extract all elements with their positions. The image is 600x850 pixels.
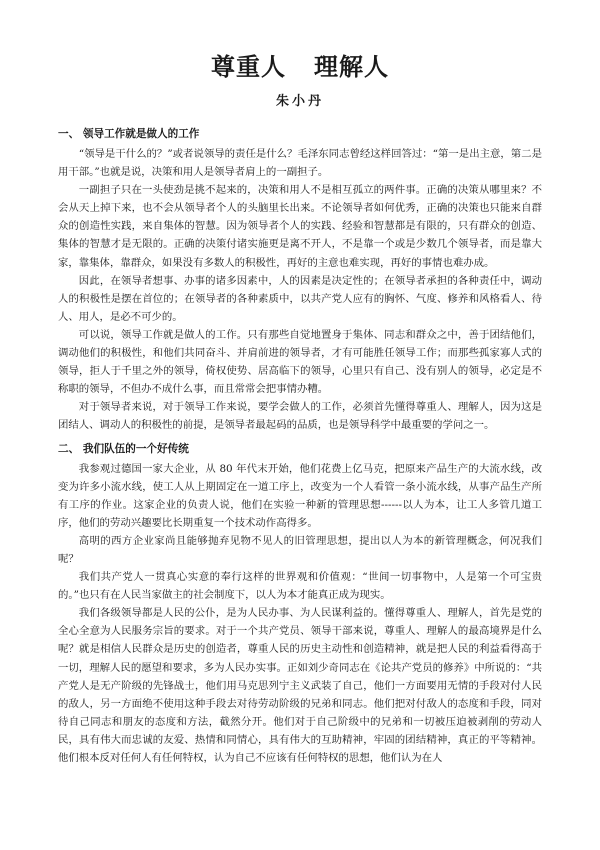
document-title: 尊重人 理解人: [210, 53, 390, 81]
paragraph: 我们共产党人一贯真心实意的奉行这样的世界观和价值观：“世间一切事物中，人是第一个可宝贵的。”也只有在人民当家做主的社会制度下，以人为本才能真正成为现实。: [58, 571, 542, 602]
section-heading: 一、 领导工作就是做人的工作: [58, 128, 200, 140]
paragraph: “领导是干什么的？”或者说领导的责任是什么？毛泽东同志曾经这样回答过：“第一是出主意，第二是用干部。”也就是说，决策和用人是领导者肩上的一副担子。: [58, 148, 542, 179]
paragraph: 可以说，领导工作就是做人的工作。只有那些自觉地置身于集体、同志和群众之中，善于团结他们，调动他们的积极性，和他们共同奋斗、并肩前进的领导者，才有可能胜任领导工作；而那些孤家寡人式的领导，拒人于千里之外的领导，倚权使势、居高临下的领导，心里只有自己、没有别人的领导，必定是不称职的领导，不但办不成什么事，而且常常会把事情办糟。: [58, 328, 542, 396]
paragraph: 高明的西方企业家尚且能够抛弃见物不见人的旧管理思想，提出以人为本的新管理概念，何况我们呢？: [58, 534, 542, 565]
section-heading: 二、 我们队伍的一个好传统: [58, 442, 189, 455]
paragraph: 一副担子只在一头使劲是挑不起来的，决策和用人不是相互孤立的两件事。正确的决策从哪里来？不会从天上掉下来，也不会从领导者个人的头脑里长出来。不论领导者如何优秀，正确的决策也只能来自群众的创造性实践，来自集体的智慧。因为领导者个人的实践、经验和智慧都是有限的，只有群众的创造、集体的智慧才是无限的。正确的决策付诸实施更是离不开人，不是靠一个或是少数几个领导者，而是靠大家，靠集体，靠群众，如果没有多数人的积极性，再好的主意也难实现，再好的事情也难办成。: [58, 184, 542, 269]
section-2: [58, 440, 542, 768]
paragraph: 我们各级领导都是人民的公仆，是为人民办事、为人民谋利益的。懂得尊重人、理解人，首先是党的全心全意为人民服务宗旨的要求。对于一个共产党员、领导干部来说，尊重人、理解人的最高境界是什么呢？就是相信人民群众是历史的创造者，尊重人民的历史主动性和创造精神，就是把人民的利益看得高于一切，理解人民的愿望和要求，多为人民办实事。正如刘少奇同志在《论共产党员的修养》中所说的：“共产党人是无产阶级的先锋战士，他们用马克思列宁主义武装了自己，他们一方面要用无情的手段对付人民的敌人，另一方面绝不使用这种手段去对待劳动阶级的兄弟和同志。他们把对付敌人的态度和手段，同对待自己同志和朋友的态度和方法，截然分开。他们对于自己阶级中的兄弟和一切被压迫被剥削的劳动人民，具有伟大而忠诚的友爱、热情和同情心，具有伟大的互助精神，牢固的团结精神，真正的平等精神。他们根本反对任何人有任何特权，认为自己不应该有任何特权的思想，他们认为在人: [58, 607, 542, 764]
paragraph: 对于领导者来说，对于领导工作来说，要学会做人的工作，必须首先懂得尊重人、理解人，因为这是团结人、调动人的积极性的前提，是领导者最起码的品质，也是领导科学中最重要的学问之一。: [58, 401, 542, 432]
paragraph: 我参观过德国一家大企业，从 80 年代末开始，他们花费上亿马克，把原来产品生产的大流水线，改变为许多小流水线，使工人从上期固定在一道工序上，改变为一个人看管一条小流水线，从事产品生产所有工序的作业。这家企业的负责人说，他们在实验一种新的管理思想------以人为本，让工人多管几道工序，他们的劳动兴趣要比长期重复一个技术动作高得多。: [58, 462, 542, 529]
author-name: 朱小丹: [275, 94, 324, 109]
section-1: [58, 125, 542, 435]
paragraph: 因此，在领导者想事、办事的诸多因素中，人的因素是决定性的；在领导者承担的各种责任中，调动人的积极性是摆在首位的；在领导者的各种素质中，以共产党人应有的胸怀、气度、修养和风格看人、待人、用人，是必不可少的。: [58, 274, 542, 323]
